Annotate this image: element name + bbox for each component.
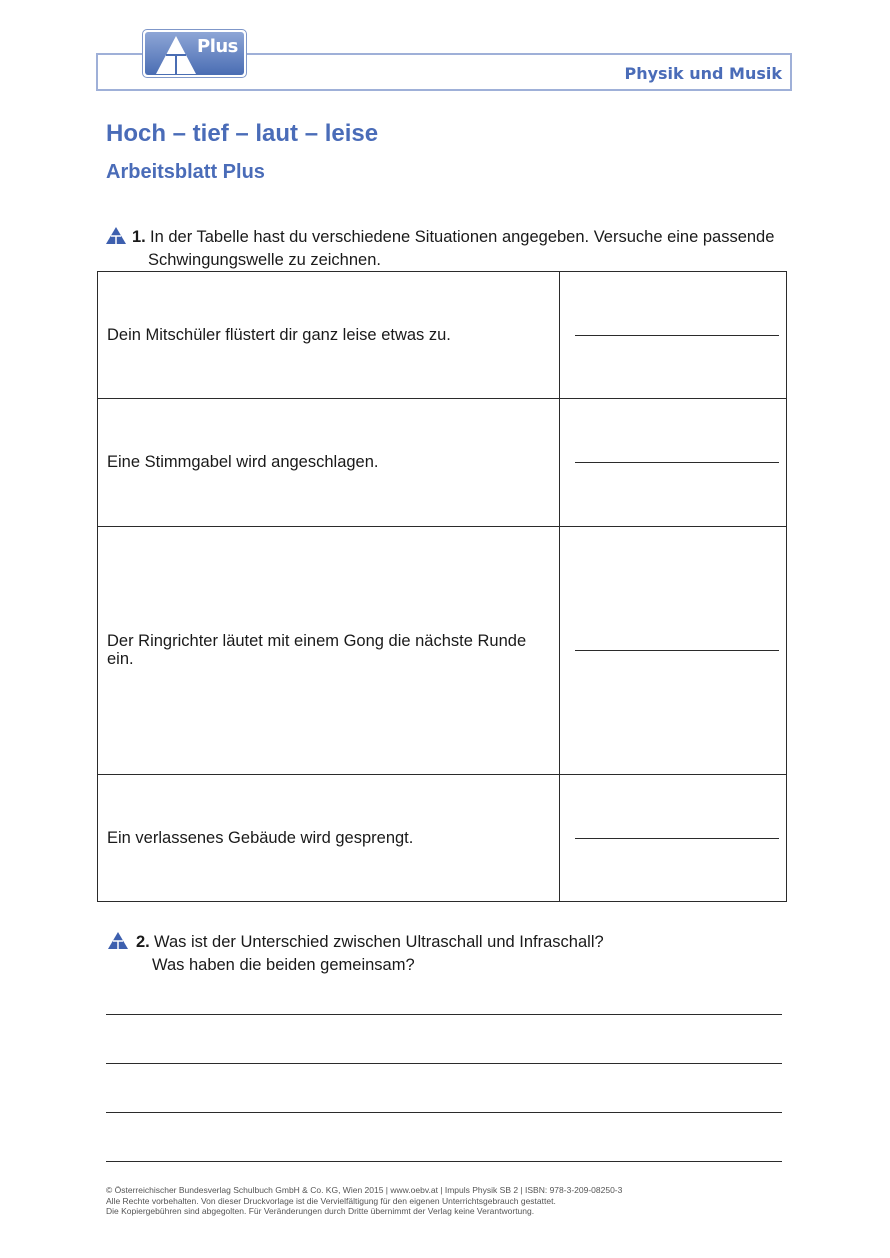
answer-line[interactable] <box>106 1161 782 1162</box>
task-number: 1. <box>132 228 146 246</box>
page-title: Hoch – tief – laut – leise <box>106 120 379 147</box>
plus-logo <box>142 29 247 78</box>
situation-cell: Ein verlassenes Gebäude wird gesprengt. <box>98 774 560 901</box>
baseline <box>575 838 779 839</box>
task-1 <box>106 226 796 272</box>
table-row <box>98 272 787 399</box>
footer <box>106 1185 806 1217</box>
task-text: Was ist der Unterschied zwischen Ultraschall und Infraschall? <box>154 933 604 951</box>
logo-badge <box>145 32 244 75</box>
drawing-cell[interactable] <box>560 526 787 774</box>
drawing-cell[interactable] <box>560 399 787 526</box>
footer-copyright: © Österreichischer Bundesverlag Schulbuch GmbH & Co. KG, Wien 2015 | www.oebv.at | Impuls Physik SB 2 | ISBN: 978-3-209-08250-3 <box>106 1185 623 1195</box>
situation-cell: Eine Stimmgabel wird angeschlagen. <box>98 399 560 526</box>
situation-cell: Der Ringrichter läutet mit einem Gong die nächste Runde ein. <box>98 526 560 774</box>
pyramid-icon <box>108 932 128 950</box>
table-row <box>98 526 787 774</box>
logo-text: Plus <box>197 36 238 57</box>
task-text: Was haben die beiden gemeinsam? <box>152 956 415 974</box>
task-text: In der Tabelle hast du verschiedene Situationen angegeben. Versuche eine passende <box>150 228 775 246</box>
task-number: 2. <box>136 933 150 951</box>
situation-table <box>97 271 787 902</box>
answer-line[interactable] <box>106 1014 782 1015</box>
pyramid-icon <box>155 35 197 75</box>
table-row <box>98 399 787 526</box>
task-text: Schwingungswelle zu zeichnen. <box>148 251 381 269</box>
answer-line[interactable] <box>106 1063 782 1064</box>
drawing-cell[interactable] <box>560 272 787 399</box>
baseline <box>575 335 779 336</box>
footer-disclaimer: Die Kopiergebühren sind abgegolten. Für Veränderungen durch Dritte übernimmt der Verlag keine Verantwortung. <box>106 1206 535 1216</box>
drawing-cell[interactable] <box>560 774 787 901</box>
page-subtitle: Arbeitsblatt Plus <box>106 161 265 183</box>
answer-line[interactable] <box>106 1112 782 1113</box>
baseline <box>575 462 779 463</box>
baseline <box>575 650 779 651</box>
situation-cell: Dein Mitschüler flüstert dir ganz leise etwas zu. <box>98 272 560 399</box>
footer-rights: Alle Rechte vorbehalten. Von dieser Druckvorlage ist die Vervielfältigung für den eigenen Unterrichtsgebrauch gestattet. <box>106 1195 556 1206</box>
header-subject: Physik und Musik <box>624 64 782 83</box>
pyramid-icon <box>106 227 126 245</box>
task-2 <box>108 931 798 977</box>
table-row <box>98 774 787 901</box>
